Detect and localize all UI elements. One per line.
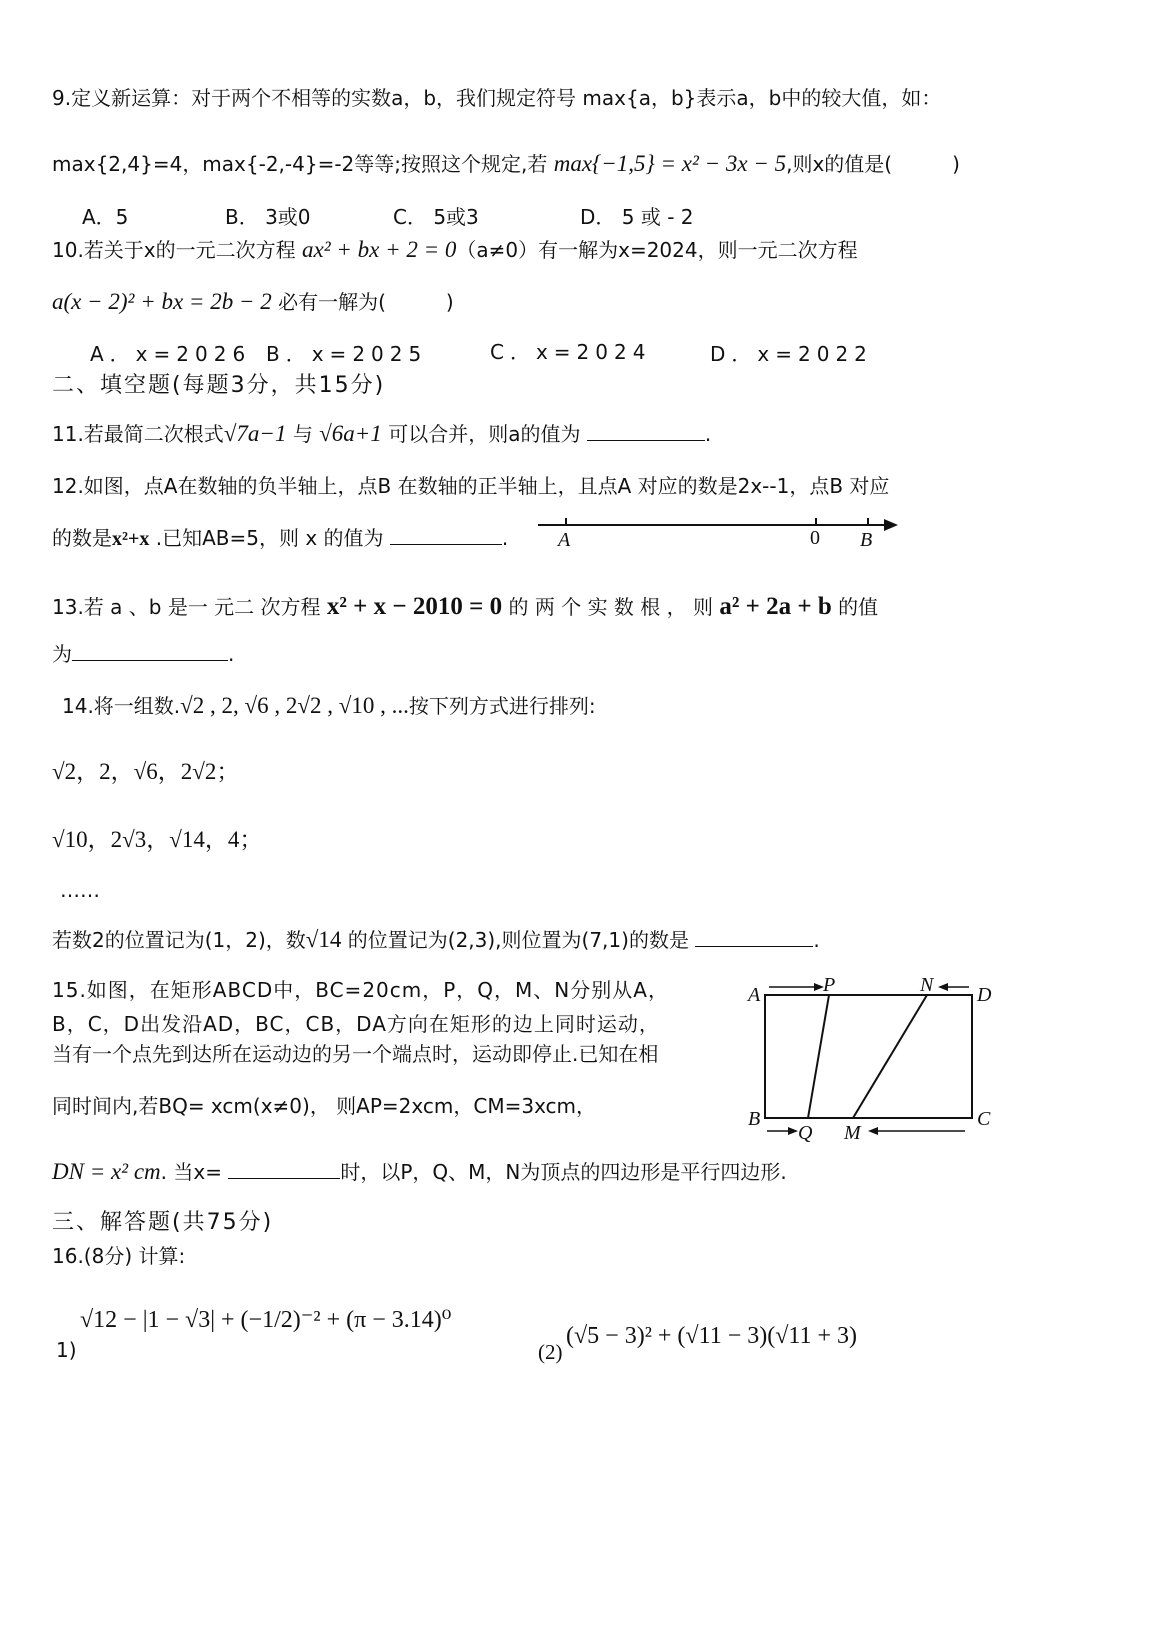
q10-line2-text: 必有一解为( ) xyxy=(271,290,454,314)
q11-period: . xyxy=(704,422,712,446)
q13-text-b: 的 两 个 实 数 根 ， 则 xyxy=(502,595,720,619)
axis-label-b: B xyxy=(860,529,873,551)
arrow-dn-head xyxy=(938,983,948,991)
q14-period: . xyxy=(813,928,820,952)
figure-label-p: P xyxy=(823,974,836,996)
q13-line2 xyxy=(52,642,234,666)
q9-option-d: D． 5 或 - 2 xyxy=(580,205,694,229)
q9-equation: max{−1,5} = x² − 3x − 5 xyxy=(553,151,787,176)
q11-text-b: 与 xyxy=(286,422,320,446)
q14-ellipsis: …… xyxy=(60,878,100,902)
q9-line2-text-a: max{2,4}=4，max{-2,-4}=-2等等;按照这个规定,若 xyxy=(52,152,554,176)
q9-option-b: B． 3或0 xyxy=(225,205,311,229)
q13-expression: a² + 2a + b xyxy=(719,593,832,620)
axis-label-zero: 0 xyxy=(810,527,820,549)
q9-line1: 9.定义新运算：对于两个不相等的实数a，b，我们规定符号 max{a，b}表示a，b中的较大值，如： xyxy=(52,86,942,110)
q9-line2-text-b: ,则x的值是( ) xyxy=(786,152,960,176)
q16-title: 16.(8分) 计算: xyxy=(52,1244,186,1268)
q15-line1: 15.如图，在矩形ABCD中，BC=20cm，P，Q，M、N分别从A， xyxy=(52,978,669,1002)
q11-answer-blank[interactable] xyxy=(587,422,705,441)
q12-line2-text-b: .已知AB=5，则 x 的值为 xyxy=(149,526,384,550)
q12-answer-blank[interactable] xyxy=(390,526,502,545)
figure-label-q: Q xyxy=(798,1122,813,1144)
q10-line1-text-b: （a≠0）有一解为x=2024，则一元二次方程 xyxy=(456,238,858,262)
q10-option-a: A．x=2026 xyxy=(90,342,252,366)
q14-line1-text-b: 按下列方式进行排列: xyxy=(408,694,596,718)
q14-row1: √2，2，√6，2√2； xyxy=(52,759,240,784)
q15-answer-blank[interactable] xyxy=(228,1160,340,1179)
q11-text-c: 可以合并，则a的值为 xyxy=(381,422,581,446)
q13-text-c: 的值 xyxy=(831,595,879,619)
q10-equation2: a(x − 2)² + bx = 2b − 2 xyxy=(52,289,272,314)
q12-line2 xyxy=(52,526,508,551)
q12-line2-text-a: 的数是 xyxy=(52,526,112,550)
q10-option-b: B．x=2025 xyxy=(266,342,428,366)
q13-text-a: 13.若 a 、b 是一 元二 次方程 xyxy=(52,595,327,619)
q16-part2-number: (2) xyxy=(538,1340,563,1364)
q11-radical-1: √7a−1 xyxy=(223,421,287,446)
q12-expression: x²+x xyxy=(112,528,150,550)
number-line-arrowhead xyxy=(884,519,898,531)
q14-row2: √10，2√3，√14，4； xyxy=(52,827,263,852)
q10-equation1: ax² + bx + 2 = 0 xyxy=(302,237,457,262)
q14-line1-text-a: 14.将一组数. xyxy=(62,694,181,718)
q14-answer-blank[interactable] xyxy=(695,928,813,947)
figure-label-c: C xyxy=(977,1108,991,1130)
q9-option-a: A．5 xyxy=(82,205,129,229)
figure-label-a: A xyxy=(748,984,761,1006)
number-line-figure xyxy=(538,514,900,550)
q13-line2-text: 为 xyxy=(52,642,72,666)
q14-last-text-a: 若数2的位置记为(1，2)，数 xyxy=(52,928,306,952)
figure-label-d: D xyxy=(977,984,992,1006)
q12-line1: 12.如图，点A在数轴的负半轴上，点B 在数轴的正半轴上，且点A 对应的数是2x--1，点B 对应 xyxy=(52,474,890,498)
q10-option-c: C．x=2024 xyxy=(490,340,652,364)
figure-label-b: B xyxy=(748,1108,761,1130)
q10-line1-text-a: 10.若关于x的一元二次方程 xyxy=(52,238,302,262)
rectangle-abcd-figure xyxy=(745,975,1005,1147)
q13-period: . xyxy=(228,642,235,666)
q12-period: . xyxy=(501,526,509,550)
q16-part1-number: 1) xyxy=(56,1338,77,1362)
section-2-heading: 二、填空题(每题3分，共15分) xyxy=(52,373,386,398)
q15-line5-text-a: . 当x= xyxy=(160,1160,222,1184)
segment-nm xyxy=(853,995,927,1118)
q14-last-line xyxy=(52,926,820,954)
arrow-bq-head xyxy=(788,1127,798,1135)
arrow-cm-head xyxy=(868,1127,878,1135)
rectangle-abcd xyxy=(765,995,972,1118)
q13-equation: x² + x − 2010 = 0 xyxy=(326,593,503,620)
q15-dn-expression: DN = x² cm xyxy=(52,1159,161,1184)
q11-radical-2: √6a+1 xyxy=(319,421,382,446)
q9-line2 xyxy=(52,150,960,178)
q15-line5 xyxy=(52,1158,787,1186)
q13-line1 xyxy=(52,592,878,622)
axis-label-a: A xyxy=(558,529,571,551)
q10-line1 xyxy=(52,236,858,264)
q10-line2 xyxy=(52,288,454,316)
q16-part2-expression: (√5 − 3)² + (√11 − 3)(√11 + 3) xyxy=(566,1323,858,1349)
q14-number-list: √2 , 2, √6 , 2√2 , √10 , ... xyxy=(180,693,409,718)
q14-last-text-b: 的位置记为(2,3),则位置为(7,1)的数是 xyxy=(341,928,689,952)
q11 xyxy=(52,420,711,448)
q11-text-a: 11.若最简二次根式 xyxy=(52,422,224,446)
q15-line4: 同时间内,若BQ= xcm(x≠0)， 则AP=2xcm，CM=3xcm， xyxy=(52,1094,597,1118)
q14-line1 xyxy=(62,692,596,720)
q15-line3: 当有一个点先到达所在运动边的另一个端点时，运动即停止.已知在相 xyxy=(52,1042,659,1066)
q16-part1-expression: √12 − |1 − √3| + (−1/2)⁻² + (π − 3.14)⁰ xyxy=(80,1307,452,1333)
segment-pq xyxy=(808,995,829,1118)
figure-label-m: M xyxy=(844,1122,861,1144)
q15-line2: B，C，D出发沿AD，BC，CB，DA方向在矩形的边上同时运动， xyxy=(52,1012,660,1036)
q15-line5-text-b: 时，以P，Q、M，N为顶点的四边形是平行四边形. xyxy=(340,1160,787,1184)
q9-option-c: C． 5或3 xyxy=(393,205,479,229)
q10-option-d: D．x=2022 xyxy=(710,342,873,366)
figure-label-n: N xyxy=(920,974,934,996)
q14-radical-14: √14 xyxy=(305,927,342,952)
section-3-heading: 三、解答题(共75分) xyxy=(52,1210,274,1235)
q13-answer-blank[interactable] xyxy=(72,642,228,661)
